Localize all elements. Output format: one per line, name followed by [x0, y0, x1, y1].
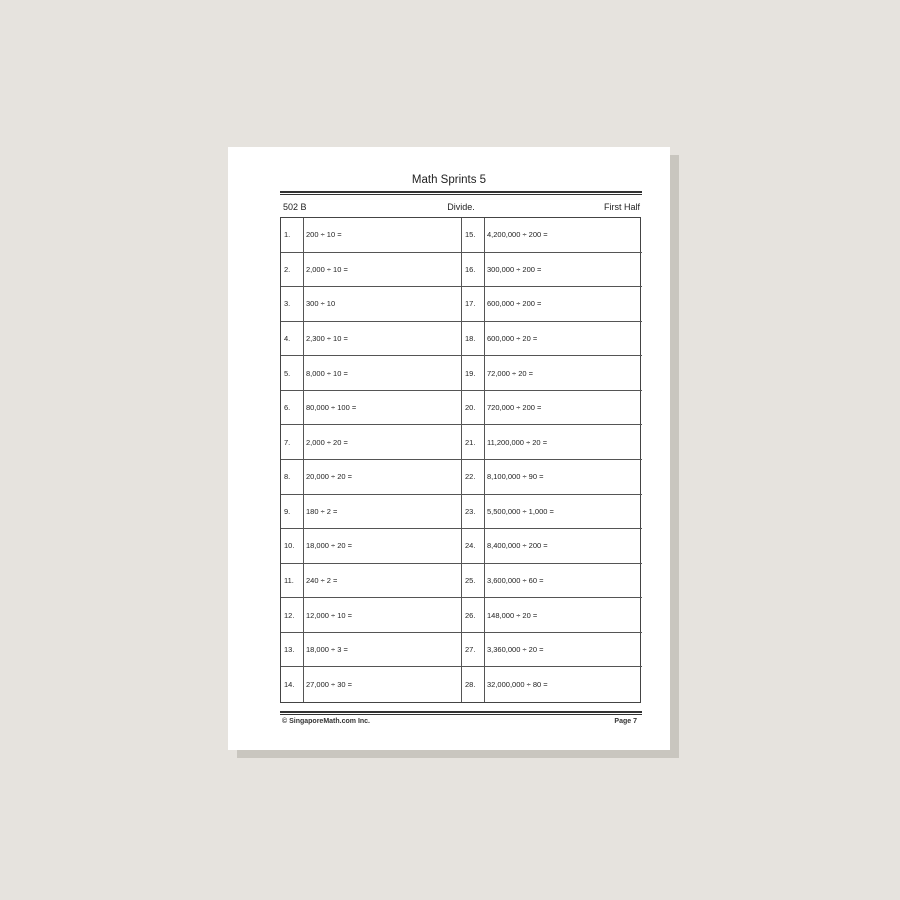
- problem-number: 20.: [462, 391, 485, 426]
- header-rule-secondary: [280, 194, 642, 195]
- problem-expression: 8,100,000 ÷ 90 =: [485, 460, 642, 495]
- problem-expression: 720,000 ÷ 200 =: [485, 391, 642, 426]
- problem-expression: 148,000 ÷ 20 =: [485, 598, 642, 633]
- footer-rule-secondary: [280, 714, 642, 715]
- problem-expression: 600,000 ÷ 20 =: [485, 322, 642, 357]
- problem-expression: 180 ÷ 2 =: [304, 495, 462, 530]
- problem-expression: 3,600,000 ÷ 60 =: [485, 564, 642, 599]
- instruction: Divide.: [447, 202, 475, 212]
- worksheet-page: [228, 147, 670, 750]
- problem-number: 3.: [281, 287, 304, 322]
- copyright-text: © SingaporeMath.com Inc.: [282, 718, 371, 725]
- problem-expression: 11,200,000 ÷ 20 =: [485, 425, 642, 460]
- problem-expression: 200 ÷ 10 =: [304, 218, 462, 253]
- problem-expression: 32,000,000 ÷ 80 =: [487, 680, 548, 690]
- problem-expression: 4,200,000 ÷ 200 =: [485, 218, 642, 253]
- problem-number: 10.: [281, 529, 304, 564]
- problem-expression: 18,000 ÷ 20 =: [304, 529, 462, 564]
- problem-expression: 600,000 ÷ 200 =: [485, 287, 642, 322]
- problem-expression: 2,000 ÷ 10 =: [304, 253, 462, 288]
- problem-number: 24.: [462, 529, 485, 564]
- problem-expression: 240 ÷ 2 =: [304, 564, 462, 599]
- footer-rule: [280, 711, 642, 713]
- problem-number: 23.: [462, 495, 485, 530]
- problem-expression: 8,400,000 ÷ 200 =: [485, 529, 642, 564]
- problem-number: 12.: [281, 598, 304, 633]
- problem-number: 28.: [462, 667, 485, 702]
- problem-number: 14.: [281, 667, 304, 702]
- problem-number: 5.: [281, 356, 304, 391]
- problem-expression: 72,000 ÷ 20 =: [485, 356, 642, 391]
- subheader: [280, 202, 642, 216]
- worksheet-code: 502 B: [283, 202, 307, 212]
- problem-grid: [280, 217, 641, 703]
- problem-number: 25.: [462, 564, 485, 599]
- problem-number: 18.: [462, 322, 485, 357]
- problem-expression: 80,000 ÷ 100 =: [304, 391, 462, 426]
- problem-number: 21.: [462, 425, 485, 460]
- problem-expression: 20,000 ÷ 20 =: [304, 460, 462, 495]
- problem-expression: 12,000 ÷ 10 =: [304, 598, 462, 633]
- header-rule: [280, 191, 642, 193]
- section-label: First Half: [604, 202, 640, 212]
- problem-number: 7.: [281, 425, 304, 460]
- problem-expression: 3,360,000 ÷ 20 =: [485, 633, 642, 668]
- problem-number: 4.: [281, 322, 304, 357]
- problem-number: 26.: [462, 598, 485, 633]
- problem-number: 8.: [281, 460, 304, 495]
- problem-expression: 5,500,000 ÷ 1,000 =: [485, 495, 642, 530]
- problem-number: 16.: [462, 253, 485, 288]
- problem-number: 6.: [281, 391, 304, 426]
- problem-number: 17.: [462, 287, 485, 322]
- problem-expression: 18,000 ÷ 3 =: [304, 633, 462, 668]
- problem-number: 11.: [281, 564, 304, 599]
- page-title: Math Sprints 5: [411, 174, 487, 186]
- problem-expression: 27,000 ÷ 30 =: [304, 667, 462, 702]
- problem-expression: 300,000 ÷ 200 =: [485, 253, 642, 288]
- problem-number: 2.: [281, 253, 304, 288]
- problem-number: 27.: [462, 633, 485, 668]
- problem-number: 19.: [462, 356, 485, 391]
- problem-number: 9.: [281, 495, 304, 530]
- problem-number: 22.: [462, 460, 485, 495]
- page-number: Page 7: [614, 718, 637, 725]
- problem-number: 15.: [462, 218, 485, 253]
- problem-number: 13.: [281, 633, 304, 668]
- problem-expression: 2,300 ÷ 10 =: [304, 322, 462, 357]
- problem-number: 1.: [281, 218, 304, 253]
- problem-expression: 8,000 ÷ 10 =: [304, 356, 462, 391]
- problem-expression: 300 ÷ 10: [304, 287, 462, 322]
- problem-expression: 2,000 ÷ 20 =: [304, 425, 462, 460]
